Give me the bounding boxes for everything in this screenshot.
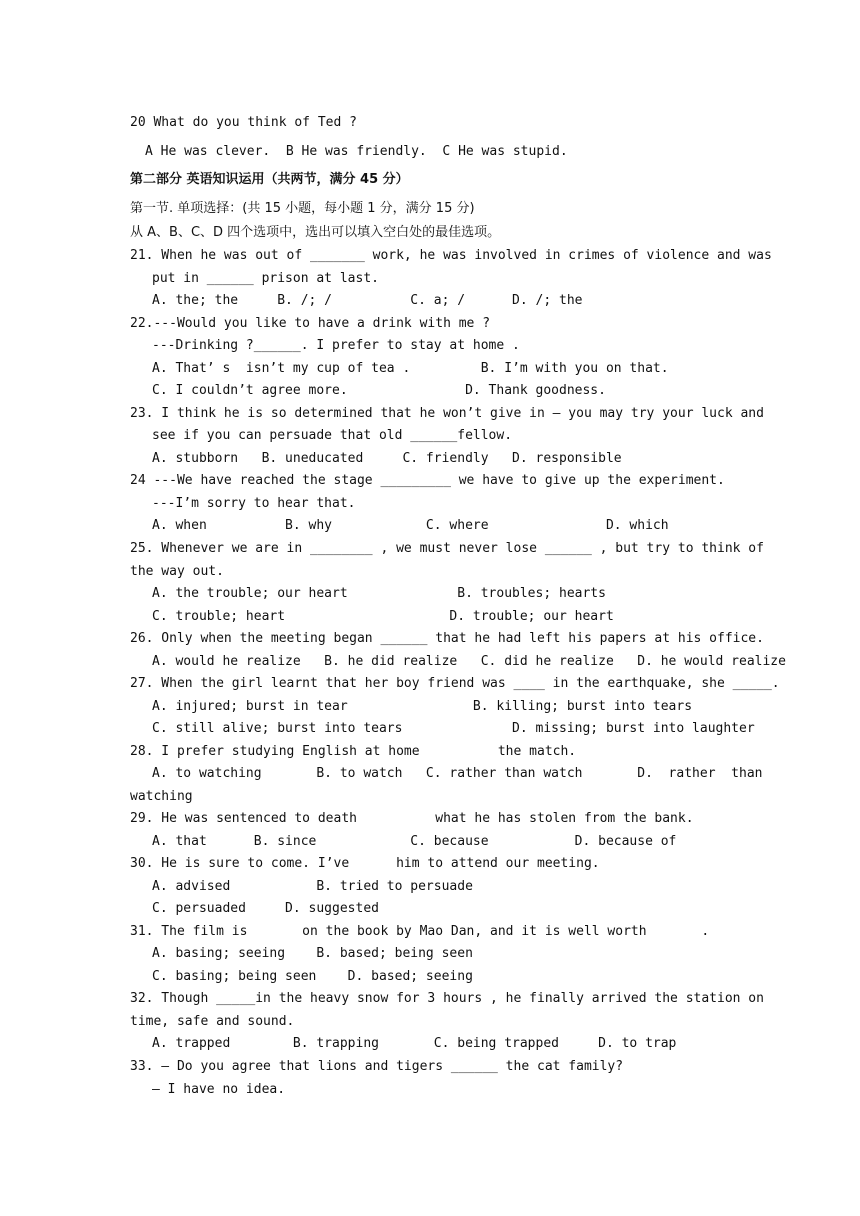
text-line: ---Drinking ?______. I prefer to stay at home . xyxy=(152,338,520,353)
text-line: 30. He is sure to come. I’ve him to attend our meeting. xyxy=(130,856,600,871)
text-line: 第二部分 英语知识运用（共两节，满分 45 分） xyxy=(130,172,409,187)
text-line: A. stubborn B. uneducated C. friendly D. responsible xyxy=(152,451,622,466)
text-line: A. That’ s isn’t my cup of tea . B. I’m with you on that. xyxy=(152,361,669,376)
text-line: the way out. xyxy=(130,564,224,579)
text-line: 24 ---We have reached the stage _________ we have to give up the experiment. xyxy=(130,473,725,488)
text-line: 20 What do you think of Ted ? xyxy=(130,115,357,130)
text-line: 33. — Do you agree that lions and tigers ______ the cat family? xyxy=(130,1059,624,1074)
text-line: A He was clever. B He was friendly. C He was stupid. xyxy=(145,144,568,159)
text-line: watching xyxy=(130,789,193,804)
text-line: A. injured; burst in tear B. killing; burst into tears xyxy=(152,699,693,714)
text-line: 第一节. 单项选择：(共 15 小题，每小题 1 分，满分 15 分) xyxy=(130,201,475,216)
text-line: C. basing; being seen D. based; seeing xyxy=(152,969,473,984)
text-line: A. the trouble; our heart B. troubles; hearts xyxy=(152,586,606,601)
text-line: A. basing; seeing B. based; being seen xyxy=(152,946,473,961)
text-line: 25. Whenever we are in ________ , we must never lose ______ , but try to think of xyxy=(130,541,764,556)
text-line: C. still alive; burst into tears D. missing; burst into laughter xyxy=(152,721,755,736)
text-line: ---I’m sorry to hear that. xyxy=(152,496,356,511)
text-line: 21. When he was out of _______ work, he was involved in crimes of violence and was xyxy=(130,248,772,263)
text-line: A. trapped B. trapping C. being trapped D. to trap xyxy=(152,1036,677,1051)
text-line: 31. The film is on the book by Mao Dan, and it is well worth . xyxy=(130,924,710,939)
text-line: time, safe and sound. xyxy=(130,1014,295,1029)
text-line: A. advised B. tried to persuade xyxy=(152,879,473,894)
text-line: C. trouble; heart D. trouble; our heart xyxy=(152,609,614,624)
text-line: see if you can persuade that old ______fellow. xyxy=(152,428,513,443)
text-line: C. I couldn’t agree more. D. Thank goodness. xyxy=(152,383,606,398)
text-line: 22.---Would you like to have a drink with me ? xyxy=(130,316,491,331)
text-line: 28. I prefer studying English at home the match. xyxy=(130,744,577,759)
text-line: put in ______ prison at last. xyxy=(152,271,379,286)
text-line: 32. Though _____in the heavy snow for 3 hours , he finally arrived the station on xyxy=(130,991,764,1006)
text-line: A. the; the B. /; / C. a; / D. /; the xyxy=(152,293,583,308)
text-line: A. when B. why C. where D. which xyxy=(152,518,669,533)
text-line: 27. When the girl learnt that her boy friend was ____ in the earthquake, she _____. xyxy=(130,676,780,691)
text-line: 29. He was sentenced to death what he has stolen from the bank. xyxy=(130,811,694,826)
text-line: 从 A、B、C、D 四个选项中，选出可以填入空白处的最佳选项。 xyxy=(130,225,501,240)
text-line: 23. I think he is so determined that he won’t give in — you may try your luck and xyxy=(130,406,764,421)
text-line: — I have no idea. xyxy=(152,1082,286,1097)
text-line: C. persuaded D. suggested xyxy=(152,901,379,916)
text-line: A. that B. since C. because D. because of xyxy=(152,834,677,849)
text-line: 26. Only when the meeting began ______ that he had left his papers at his office. xyxy=(130,631,764,646)
text-line: A. to watching B. to watch C. rather than watch D. rather than xyxy=(152,766,763,781)
text-line: A. would he realize B. he did realize C. did he realize D. he would realize xyxy=(152,654,786,669)
